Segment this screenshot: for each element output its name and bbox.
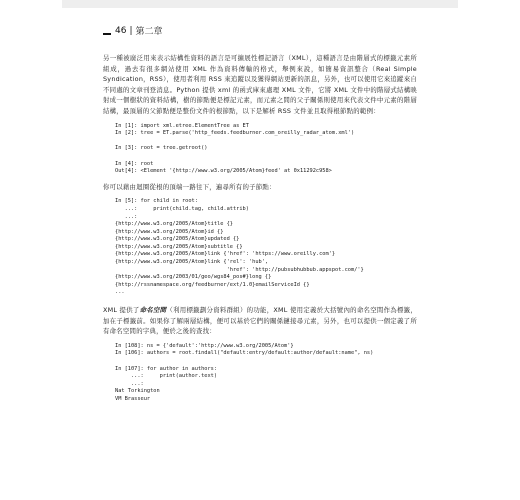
code-block-parse: In [1]: import xml.etree.ElementTree as ET In [2]: tree = ET.parse('http_feeds.feedburner.com_oreilly_radar_atom.xml') In [3]: root = tree.getroot() In [4]: root Out[4]: <Element '{http://www.w3.org/2005/Atom}feed' at 0x11292c958> <box>115 122 355 175</box>
chapter-title: 第二章 <box>135 27 163 37</box>
code-block-namespace: In [108]: ns = {'default':'http://www.w3.org/2005/Atom'} In [106]: authors = root.findall("default:entry/default:author/default:name", ns) In [107]: for author in authors: ...: print(author.text) ...: Nat Torkington VM Brasseur <box>115 342 374 402</box>
iterate-paragraph: 你可以藉由迴圈從根的頂端一路往下，遍尋所有的子節點： <box>103 182 276 191</box>
page-body <box>103 53 417 404</box>
page-number: 46 <box>115 25 127 36</box>
namespace-text-after: （利用標籤劃分資料群組）的功能，XML 使用定義於大括號內的命名空間作為標籤，加在子標籤前。如果你了解兩層結構，便可以基於它們的關係鏈接尋元素，另外，也可以提供一個定義了所有命名空間的字典，便於之後的查找： <box>103 306 418 336</box>
namespace-text-before: XML 提供了 <box>103 306 140 315</box>
intro-paragraph: 另一種被廣泛用來表示結構性資料的語言是可擴展性標記語言（XML），這種語言是由階層式的標籤元素所組成，過去有很多網站使用 XML 作為資料傳輸的格式，舉例來說，如簡易資訊整合（Real Simple Syndication，RSS），使用者利用 RSS 來追蹤以及獲得網站更新的訊息，另外，也可以使用它來追蹤來自不同處的文章刊登消息。Python 提供 xml 的函式庫來處理 XML 文件，它將 XML 文件中的階層式結構映射成一個樹狀的資料結構，樹的節點便是標記元素，而元素之間的父子關係則使用來代表文件中元素的階層結構，最頂層的父節點便是整份文件的根節點，以下是解析 RSS 文件並且取得根節點的範例： <box>103 54 417 115</box>
namespace-paragraph <box>103 305 417 337</box>
code-block-children: In [5]: for child in root: ...: print(child.tag, child.attrib) ...: {http://www.w3.org/2005/Atom}title {} {http://www.w3.org/2005/Atom}id {} {http://www.w3.org/2005/Atom}updated {} {http://www.w3.org/2005/Atom}subtitle {} {http://www.w3.org/2005/Atom}link {'href': 'https://www.oreilly.com'} {http://www.w3.org/2005/Atom}link {'rel': 'hub', 'href': 'http://pubsubhubbub.appspot.com/'} {http://www.w3.org/2003/01/geo/wgs84_pos#}long {} {http://rssnamespace.org/feedburner/ext/1.0}emailServiceId {} ... <box>115 198 364 296</box>
namespace-term: 命名空間 <box>139 306 167 315</box>
header-separator: | <box>129 25 133 36</box>
page-header <box>103 24 163 37</box>
header-rule <box>103 33 111 35</box>
page-top-shade <box>62 0 458 8</box>
